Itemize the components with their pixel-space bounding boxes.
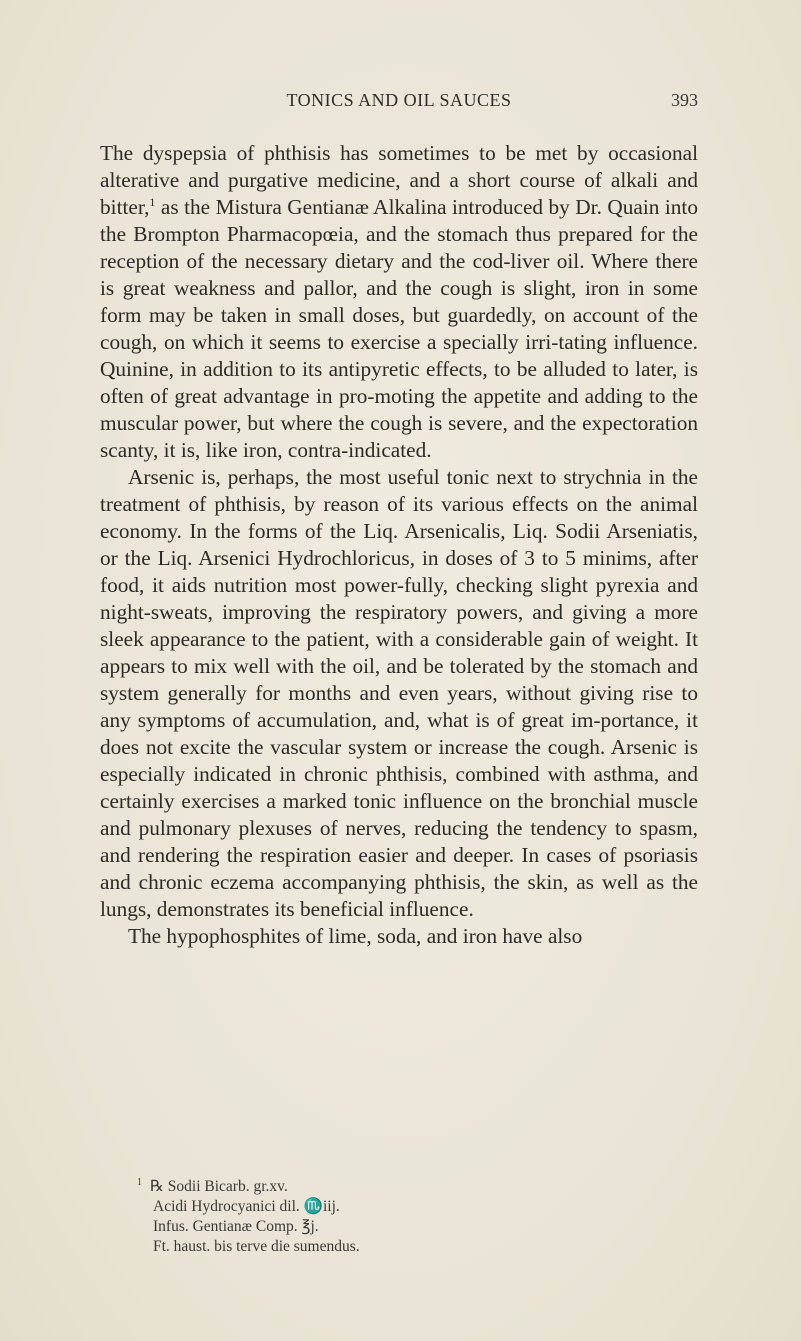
footnote-prescription-line: Acidi Hydrocyanici dil. ♏iij.: [153, 1198, 340, 1215]
footnote: [137, 1177, 657, 1257]
footnote-line-1: [137, 1177, 657, 1197]
page-header: [100, 90, 698, 114]
body-text: [100, 140, 698, 950]
footnote-reference: 1: [149, 194, 156, 209]
paragraph-hypophosphites: The hypophosphites of lime, soda, and iron have also: [128, 924, 583, 948]
footnote-prescription-line: Ft. haust. bis terve die sumendus.: [153, 1238, 360, 1255]
paragraph-dyspepsia-rest: as the Mistura Gentianæ Alkalina introduced by Dr. Quain into the Brompton Pharmacopœia, and the stomach thus prepared for the reception of the necessary dietary and the cod-liver oil. Where there is great weakness and pallor, and the cough is slight, iron in some form may be taken in small doses, but guardedly, on account of the cough, on which it seems to exercise a specially irri-tating influence. Quinine, in addition to its antipyretic effects, to be alluded to later, is often of great advantage in pro-moting the appetite and adding to the muscular power, but where the cough is severe, and the expectoration scanty, it is, like iron, contra-indicated.: [100, 195, 698, 462]
paragraph-arsenic: Arsenic is, perhaps, the most useful tonic next to strychnia in the treatment of phthisis, by reason of its various effects on the animal economy. In the forms of the Liq. Arsenicalis, Liq. Sodii Arseniatis, or the Liq. Arsenici Hydrochloricus, in doses of 3 to 5 minims, after food, it aids nutrition most power-fully, checking slight pyrexia and night-sweats, improving the respiratory powers, and giving a more sleek appearance to the patient, with a considerable gain of weight. It appears to mix well with the oil, and be tolerated by the stomach and system generally for months and even years, without giving rise to any symptoms of accumulation, and, what is of great im-portance, it does not excite the vascular system or increase the cough. Arsenic is especially indicated in chronic phthisis, combined with asthma, and certainly exercises a marked tonic influence on the bronchial muscle and pulmonary plexuses of nerves, reducing the tendency to spasm, and rendering the respiration easier and deeper. In cases of psoriasis and chronic eczema accompanying phthisis, the skin, as well as the lungs, demonstrates its beneficial influence.: [100, 465, 698, 921]
running-title: TONICS AND OIL SAUCES: [286, 90, 512, 110]
paragraph-dyspepsia: [100, 140, 698, 464]
footnote-prescription-line: Infus. Gentianæ Comp. ℥j.: [153, 1218, 319, 1235]
footnote-marker: 1: [137, 1176, 142, 1188]
page-number: 393: [671, 90, 698, 110]
footnote-prescription-line: ℞ Sodii Bicarb. gr.xv.: [150, 1178, 288, 1195]
paragraph-dyspepsia-start: The dyspepsia of phthisis has sometimes to be met by occasional alterative and purgative medicine, and a short course of alkali and bitter,: [100, 141, 698, 219]
